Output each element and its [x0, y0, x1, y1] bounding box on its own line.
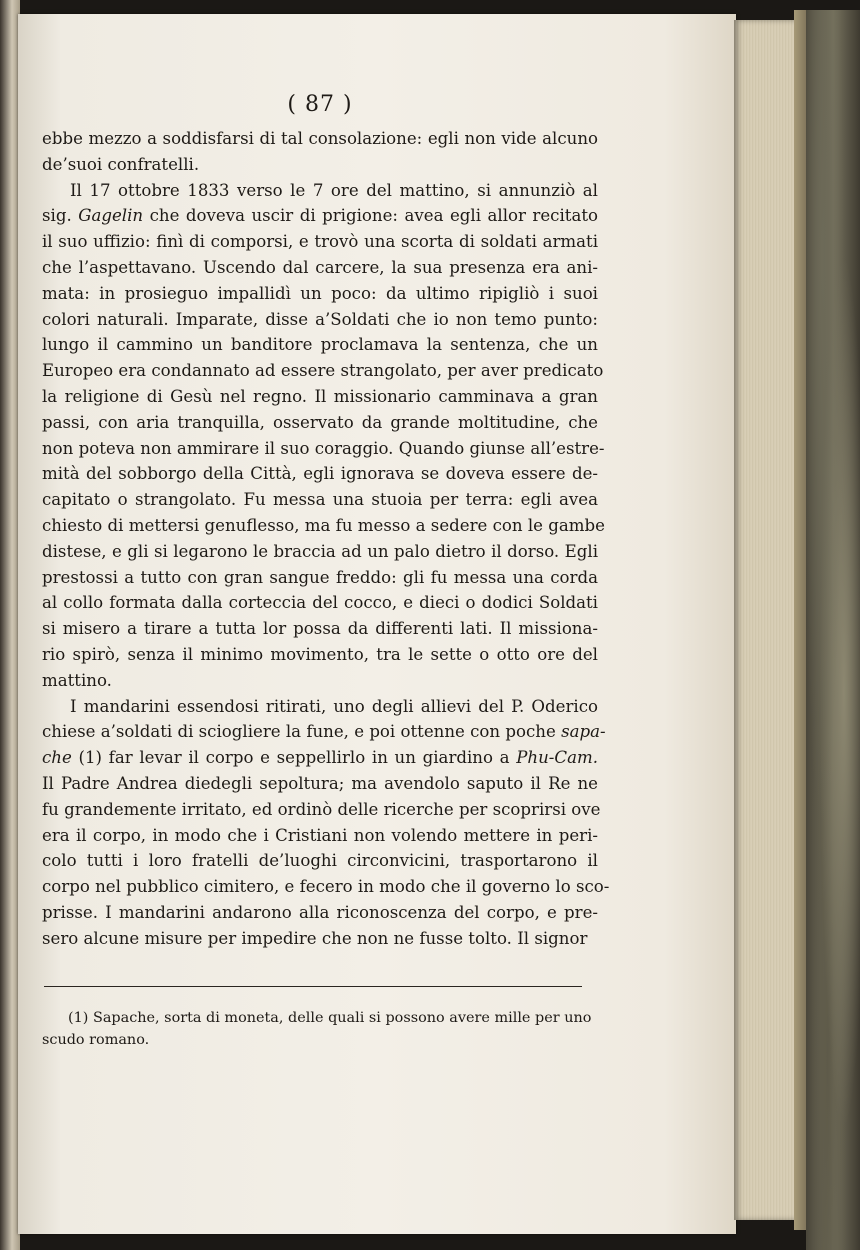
facing-page-edge [0, 0, 20, 1250]
text-line: distese, e gli si legarono le braccia ad un palo dietro il dorso. Egli [42, 541, 598, 561]
text-line: chiesto di mettersi genuflesso, ma fu messo a sedere con le gambe [42, 515, 605, 535]
footnote [42, 1007, 598, 1051]
text-line: colo tutti i loro fratelli de’luoghi circonvicini, trasportarono il [42, 851, 598, 871]
body-text [42, 126, 610, 952]
text-line: Europeo era condannato ad essere strangolato, per aver predicato [42, 361, 604, 381]
footnote-line: (1) Sapache, sorta di moneta, delle quali si possono avere mille per uno [68, 1009, 592, 1026]
text-line: passi, con aria tranquilla, osservato da grande moltitudine, che [42, 412, 598, 432]
text-line: mata: in prosieguo impallidì un poco: da ultimo ripigliò i suoi [42, 283, 598, 303]
text-line: I mandarini essendosi ritirati, uno degli allievi del P. Oderico [70, 696, 598, 716]
text-line: mità del sobborgo della Città, egli ignorava se doveva essere de- [42, 464, 598, 484]
text-line: si misero a tirare a tutta lor possa da differenti lati. Il missiona- [42, 619, 598, 639]
page-number: ( 87 ) [287, 92, 353, 117]
text-line: che (1) far levar il corpo e seppellirlo in un giardino a Phu-Cam. [42, 748, 598, 768]
text-line: mattino. [42, 670, 112, 690]
text-line: che l’aspettavano. Uscendo dal carcere, la sua presenza era ani- [42, 257, 598, 277]
text-line: non poteva non ammirare il suo coraggio. Quando giunse all’estre- [42, 438, 605, 458]
text-line: chiese a’soldati di sciogliere la fune, e poi ottenne con poche sapa- [42, 722, 606, 742]
text-line: Il 17 ottobre 1833 verso le 7 ore del mattino, si annunziò al [70, 180, 598, 200]
text-line: ebbe mezzo a soddisfarsi di tal consolazione: egli non vide alcuno [42, 129, 598, 148]
footnote-rule [44, 986, 582, 987]
text-line: rio spirò, senza il minimo movimento, tra le sette o otto ore del [42, 644, 598, 664]
footnote-line: scudo romano. [42, 1031, 150, 1048]
text-line: al collo formata dalla corteccia del cocco, e dieci o dodici Soldati [42, 593, 598, 613]
text-line: colori naturali. Imparate, disse a’Soldati che io non temo punto: [42, 309, 598, 329]
paragraph [42, 178, 605, 694]
text-line: la religione di Gesù nel regno. Il missionario camminava a gran [42, 386, 598, 406]
text-line: capitato o strangolato. Fu messa una stuoia per terra: egli avea [42, 490, 598, 510]
text-line: lungo il cammino un banditore proclamava la sentenza, che un [42, 335, 598, 355]
text-line: sig. Gagelin che doveva uscir di prigione: avea egli allor recitato [42, 206, 598, 226]
text-line: prisse. I mandarini andarono alla riconoscenza del corpo, e pre- [42, 902, 598, 922]
text-line: prestossi a tutto con gran sangue freddo: gli fu messa una corda [42, 567, 598, 587]
text-line: il suo uffizio: finì di comporsi, e trovò una scorta di soldati armati [42, 232, 598, 252]
text-line: fu grandemente irritato, ed ordinò delle ricerche per scoprirsi ove [42, 799, 601, 819]
marbled-cover [806, 10, 860, 1250]
paragraph [42, 694, 610, 952]
text-line: Il Padre Andrea diedegli sepoltura; ma avendolo saputo il Re ne [42, 773, 598, 793]
page-content [42, 90, 610, 1051]
paragraph [42, 126, 598, 178]
text-line: era il corpo, in modo che i Cristiani non volendo mettere in peri- [42, 825, 598, 845]
text-line: de’suoi confratelli. [42, 154, 200, 174]
text-line: corpo nel pubblico cimitero, e fecero in modo che il governo lo sco- [42, 877, 610, 897]
text-line: sero alcune misure per impedire che non ne fusse tolto. Il signor [42, 928, 588, 948]
